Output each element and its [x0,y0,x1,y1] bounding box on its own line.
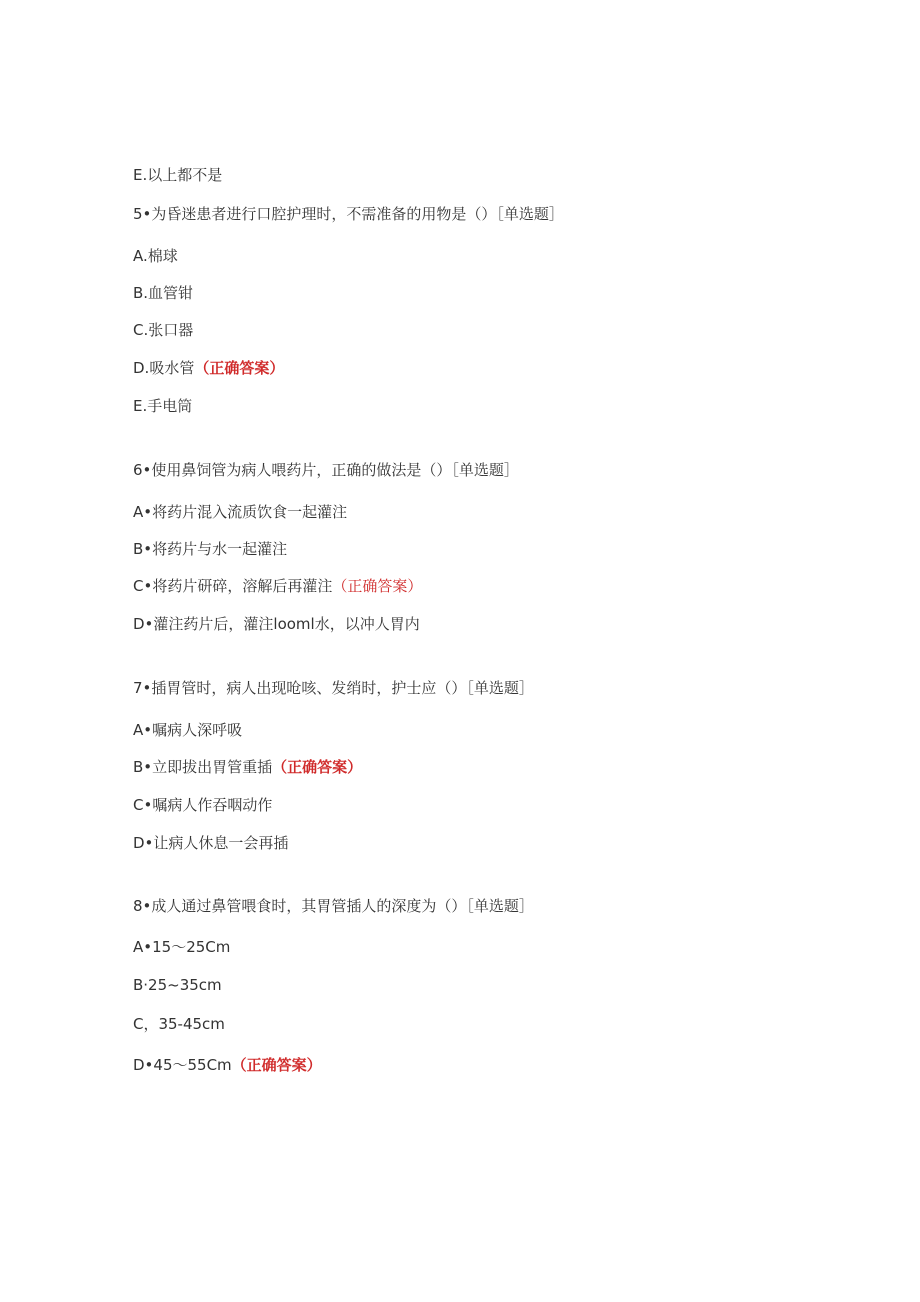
option-a-q7 [133,720,242,740]
option-d-q8 [133,1055,322,1075]
option-text: C•嘱病人作吞咽动作 [133,796,273,814]
option-d-q6 [133,614,420,634]
question-text: 8•成人通过鼻管喂食时，其胃管插人的深度为（）［单选题］ [133,897,534,915]
correct-answer-tag: （正确答案） [231,1056,322,1074]
option-c-q6 [133,576,422,596]
option-d-q7 [133,833,288,853]
option-b-q8 [133,975,222,995]
correct-answer-tag: （正确答案） [332,577,423,595]
question-5 [133,204,564,224]
option-a-q5 [133,246,178,266]
question-text: 5•为昏迷患者进行口腔护理时，不需准备的用物是（）［单选题］ [133,205,564,223]
option-text: C•将药片研碎，溶解后再灌注 [133,577,333,595]
option-a-q8 [133,937,230,957]
option-text: B.血管钳 [133,284,194,302]
option-b-q6 [133,539,287,559]
option-text: B·25~35cm [133,976,222,994]
option-text: E.以上都不是 [133,166,223,184]
question-text: 7•插胃管时，病人出现呛咳、发绡时，护士应（）［单选题］ [133,679,534,697]
option-text: C.张口器 [133,321,194,339]
option-e-q5 [133,396,192,416]
option-b-q5 [133,283,193,303]
option-text: B•立即拔出胃管重插 [133,758,273,776]
option-text: A•将药片混入流质饮食一起灌注 [133,503,348,521]
option-text: D.吸水管 [133,359,195,377]
option-text: B•将药片与水一起灌注 [133,540,288,558]
option-c-q5 [133,320,193,340]
question-text: 6•使用鼻饲管为病人喂药片，正确的做法是（）［单选题］ [133,461,519,479]
question-7 [133,678,534,698]
question-8 [133,896,534,916]
option-text: D•灌注药片后，灌注looml水，以冲人胃内 [133,615,420,633]
option-b-q7 [133,757,362,777]
option-a-q6 [133,502,347,522]
option-c-q8 [133,1014,225,1034]
option-e-q4 [133,165,222,185]
correct-answer-tag: （正确答案） [194,359,285,377]
option-text: E.手电筒 [133,397,193,415]
option-text: A•15～25Cm [133,938,231,956]
option-text: D•让病人休息一会再插 [133,834,289,852]
correct-answer-tag: （正确答案） [272,758,363,776]
option-text: C，35-45cm [133,1015,225,1033]
option-c-q7 [133,795,272,815]
option-d-q5 [133,358,284,378]
question-6 [133,460,519,480]
option-text: A•嘱病人深呼吸 [133,721,243,739]
option-text: D•45～55Cm [133,1056,232,1074]
option-text: A.棉球 [133,247,178,265]
